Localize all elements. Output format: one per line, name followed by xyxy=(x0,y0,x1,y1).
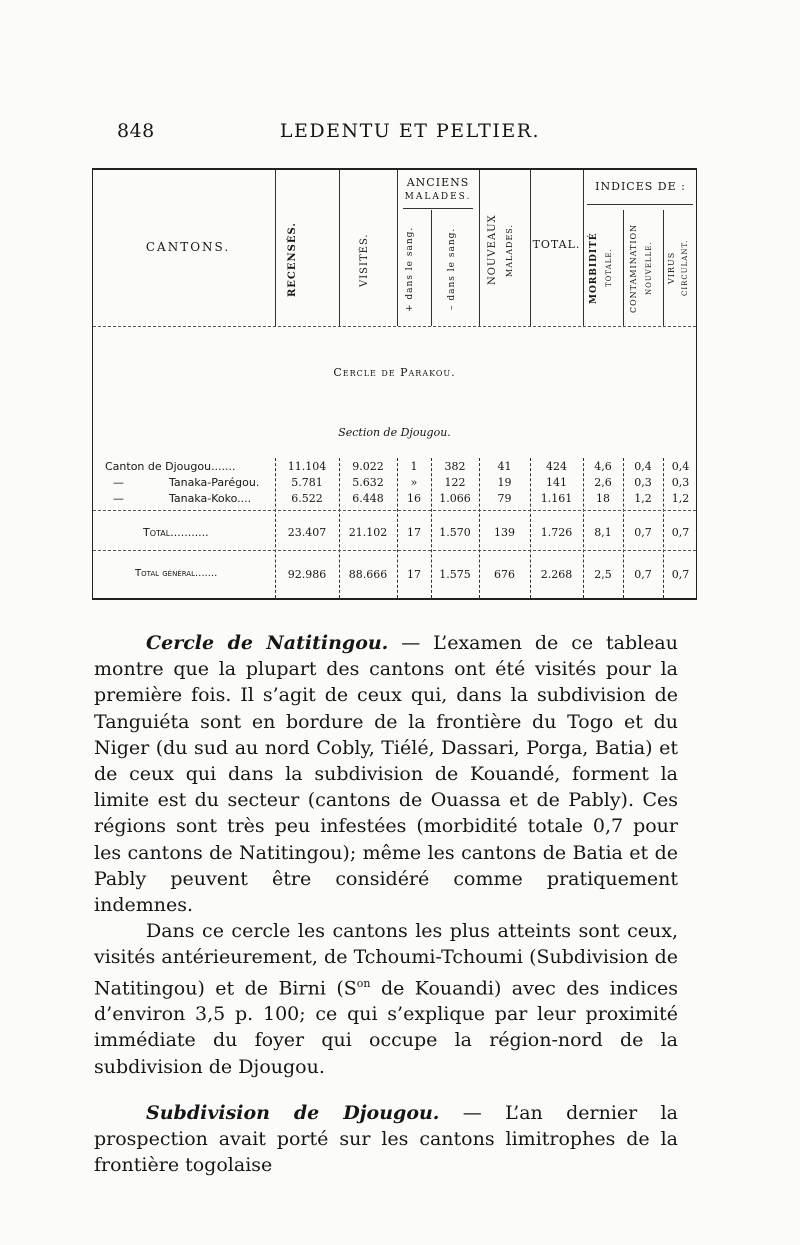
grand-total-label: Total général....... xyxy=(135,568,218,579)
running-head: LEDENTU ET PELTIER. xyxy=(279,120,541,142)
data-table xyxy=(92,168,697,600)
page-header xyxy=(0,120,800,148)
header-nouveaux-malades: MALADES. xyxy=(505,223,514,277)
cell-contamination: 0,4 xyxy=(634,460,652,473)
cell-recenses: 92.986 xyxy=(287,568,327,581)
header-brace xyxy=(403,208,473,209)
cell-virus: 0,4 xyxy=(671,460,690,473)
header-visites: VISITÉS. xyxy=(359,233,370,287)
cell-plus: 17 xyxy=(407,568,421,581)
header-total: TOTAL. xyxy=(532,238,581,251)
cell-moins: 122 xyxy=(444,476,466,489)
row-divider xyxy=(93,550,696,551)
cell-morbidite: 2,6 xyxy=(594,476,612,489)
cell-plus: 1 xyxy=(410,460,418,473)
cell-nouveaux: 139 xyxy=(494,526,515,539)
header-anciens-malades: MALADES. xyxy=(404,192,472,202)
header-divider xyxy=(93,326,696,327)
cell-recenses: 5.781 xyxy=(291,476,323,489)
cell-plus: 17 xyxy=(407,526,421,539)
header-morbidite-sub: TOTALE. xyxy=(605,248,613,288)
header-contamination: CONTAMINATION xyxy=(629,223,638,313)
row-name: Canton de Djougou....... xyxy=(105,460,236,473)
header-virus: VIRUS xyxy=(667,251,676,285)
cell-recenses: 6.522 xyxy=(291,492,323,505)
cell-total: 424 xyxy=(546,460,567,473)
page-number: 848 xyxy=(117,120,155,142)
cell-total: 141 xyxy=(546,476,567,489)
header-nouveaux: NOUVEAUX xyxy=(487,214,498,286)
cell-nouveaux: 19 xyxy=(497,476,512,489)
cell-morbidite: 4,6 xyxy=(594,460,612,473)
paragraph-title: Cercle de Natitingou. xyxy=(146,632,389,654)
cell-total: 1.726 xyxy=(540,526,573,539)
cell-plus: 16 xyxy=(407,492,421,505)
header-brace xyxy=(587,204,693,205)
cell-total: 2.268 xyxy=(540,568,573,581)
col-rule xyxy=(431,210,432,326)
cell-moins: 1.570 xyxy=(439,526,471,539)
paragraph-text: Dans ce cercle les cantons les plus atteints sont ceux, visités antérieurement, de Tchoumi-Tchoumi (Subdivision de Natitingou) et de Birni (S xyxy=(94,920,678,999)
row-name: Tanaka-Parégou. xyxy=(169,476,260,489)
col-rule xyxy=(663,210,664,326)
cell-moins: 1.066 xyxy=(439,492,471,505)
header-virus-sub: CIRCULANT. xyxy=(681,239,689,297)
row-dash: — xyxy=(113,492,124,505)
cell-moins: 382 xyxy=(444,460,466,473)
col-rule xyxy=(583,170,584,326)
cell-contamination: 1,2 xyxy=(634,492,652,505)
cell-nouveaux: 676 xyxy=(494,568,515,581)
cell-moins: 1.575 xyxy=(439,568,471,581)
header-morbidite: MORBIDITÉ xyxy=(589,232,599,304)
header-recenses: RECENSÉS. xyxy=(287,222,298,298)
cell-contamination: 0,3 xyxy=(634,476,652,489)
paragraph-text: de Kouandi) avec des indices d’environ 3,5 p. 100; ce qui s’explique par leur proximité immédiate du foyer qui occupe la région-nord de la subdivision de Djougou. xyxy=(94,976,678,1078)
cell-recenses: 23.407 xyxy=(287,526,327,539)
row-divider xyxy=(93,510,696,511)
cell-virus: 0,3 xyxy=(671,476,690,489)
col-rule xyxy=(339,170,340,326)
cell-contamination: 0,7 xyxy=(634,526,652,539)
cell-morbidite: 2,5 xyxy=(594,568,612,581)
paragraph-title: Subdivision de Djougou. xyxy=(146,1101,440,1124)
header-indices: INDICES DE : xyxy=(595,180,686,193)
cell-virus: 0,7 xyxy=(671,568,690,581)
header-anciens: ANCIENS xyxy=(406,176,470,189)
header-plus-sang: + dans le sang. xyxy=(405,226,415,312)
cell-morbidite: 8,1 xyxy=(594,526,612,539)
paragraph-cercle xyxy=(94,918,678,1080)
section-caption: Section de Djougou. xyxy=(338,426,451,439)
total-label: Total........... xyxy=(143,526,209,539)
paragraph-text: — L’examen de ce tableau montre que la plupart des cantons ont été visités pour la première fois. Il s’agit de ceux qui, dans la subdivision de Tanguiéta sont en bordure de la frontière du Togo et du Niger (du sud au nord Cobly, Tiélé, Dassari, Porga, Batia) et de ceux qui dans la subdivision de Kouandé, forment la limite est du secteur (cantons de Ouassa et de Pably). Ces régions sont très peu infestées (morbidité totale 0,7 pour les cantons de Natitingou); même les cantons de Batia et de Pably peuvent être considéré comme pratiquement indemnes. xyxy=(94,632,678,917)
col-rule xyxy=(479,170,480,326)
superscript: on xyxy=(356,976,371,990)
cell-recenses: 11.104 xyxy=(287,460,327,473)
cell-visites: 9.022 xyxy=(352,460,384,473)
cell-nouveaux: 41 xyxy=(497,460,512,473)
header-cantons: CANTONS. xyxy=(145,240,231,254)
cell-plus: » xyxy=(410,476,418,489)
cercle-caption: Cercle de Parakou. xyxy=(333,366,456,379)
paragraph-natitingou xyxy=(94,630,678,918)
header-contamination-sub: NOUVELLE. xyxy=(645,241,653,295)
col-rule xyxy=(275,170,276,326)
cell-nouveaux: 79 xyxy=(497,492,512,505)
row-dash: — xyxy=(113,476,124,489)
cell-total: 1.161 xyxy=(540,492,573,505)
cell-morbidite: 18 xyxy=(596,492,610,505)
cell-contamination: 0,7 xyxy=(634,568,652,581)
paragraph-text: — L’an dernier la prospection avait porté sur les cantons limitrophes de la frontière togolaise xyxy=(94,1101,678,1177)
row-name: Tanaka-Koko.... xyxy=(169,492,252,505)
cell-visites: 88.666 xyxy=(348,568,388,581)
cell-visites: 6.448 xyxy=(352,492,384,505)
cell-visites: 21.102 xyxy=(348,526,388,539)
cell-virus: 0,7 xyxy=(671,526,690,539)
cell-virus: 1,2 xyxy=(671,492,690,505)
header-moins-sang: – dans le sang. xyxy=(447,227,457,311)
paragraph-djougou xyxy=(94,1100,678,1179)
body-text xyxy=(94,630,678,1178)
col-rule xyxy=(623,210,624,326)
cell-visites: 5.632 xyxy=(352,476,384,489)
